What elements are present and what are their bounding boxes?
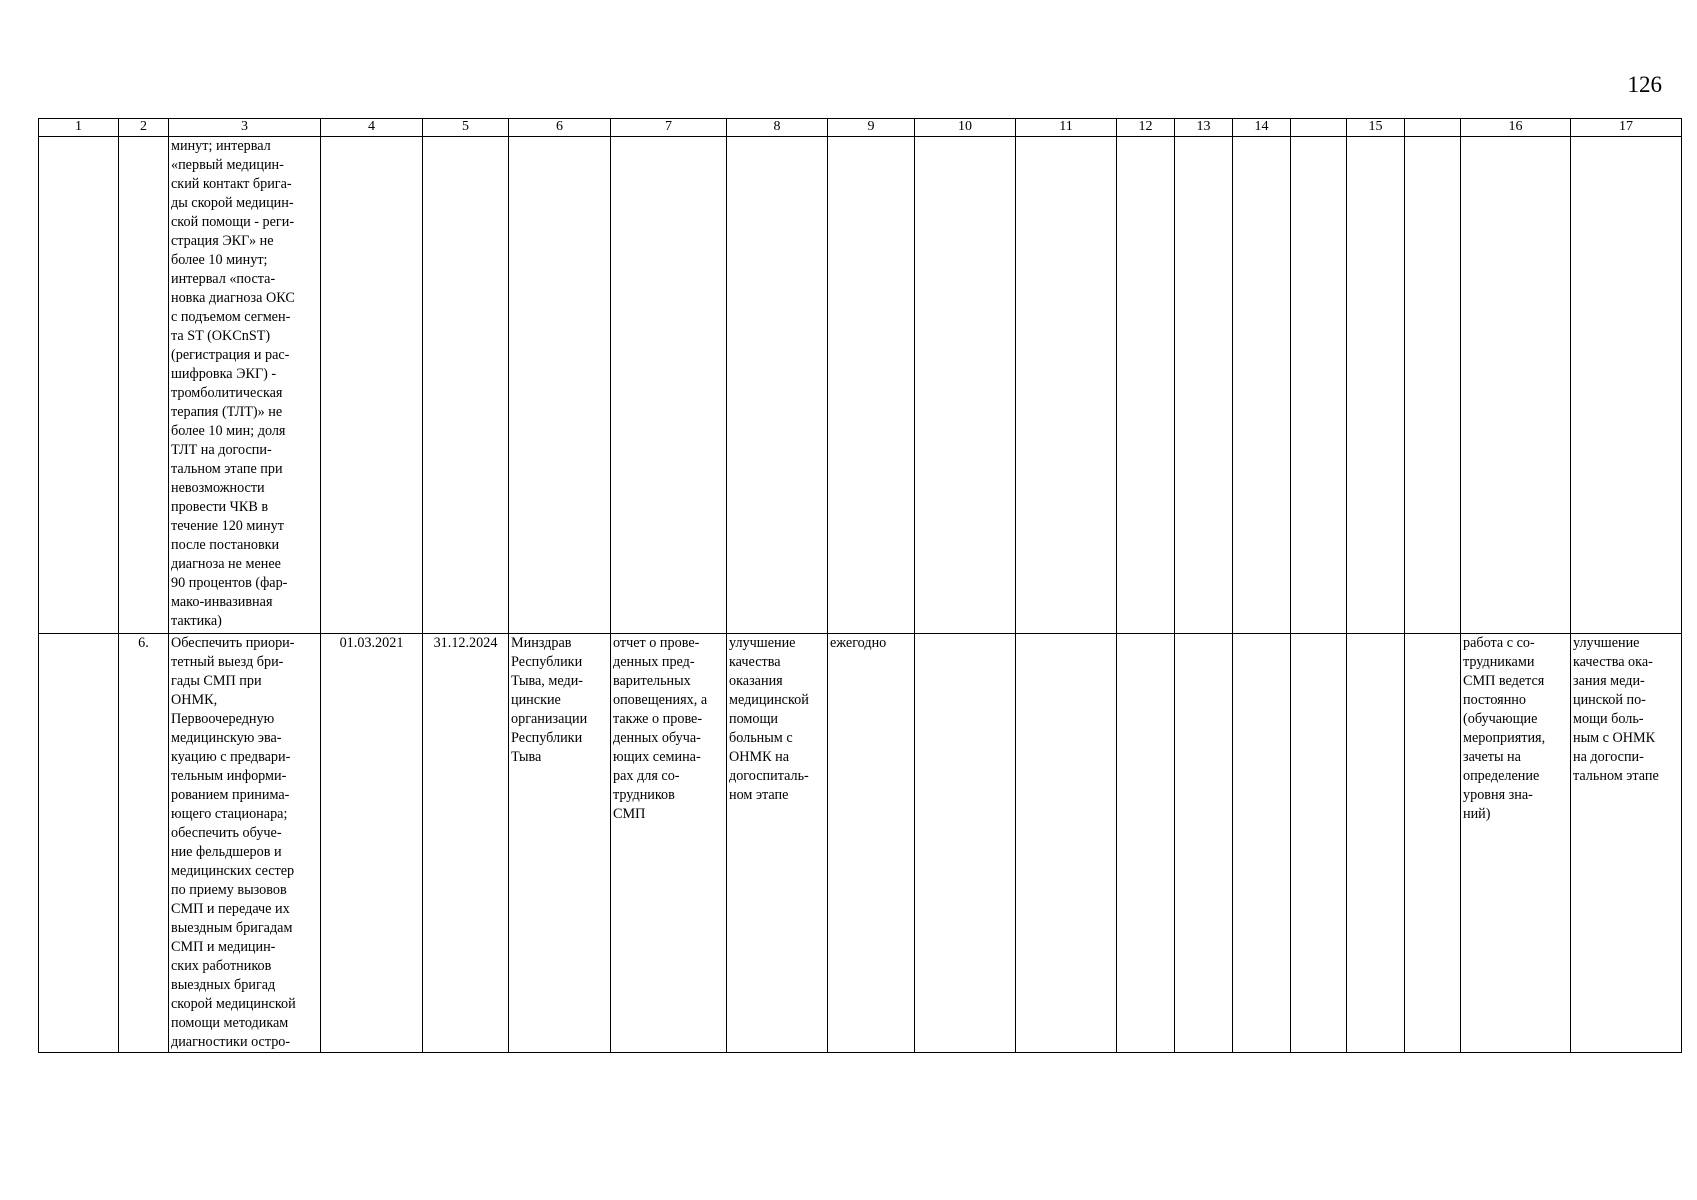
table-row: [39, 137, 1682, 634]
result-cell: улучшение качества ока- зания меди- цинской по- мощи боль- ным с ОНМК на догоспи- тальном этапе: [1571, 634, 1682, 1053]
table-cell: [1117, 634, 1175, 1053]
row-number-cell: 6.: [119, 634, 169, 1053]
table-cell: [1016, 137, 1117, 634]
table-cell: [1291, 137, 1347, 634]
table-cell: [1016, 634, 1117, 1053]
table-cell: [1233, 634, 1291, 1053]
header-cell: 3: [169, 119, 321, 137]
responsible-cell: Минздрав Республики Тыва, меди- цинские организации Республики Тыва: [509, 634, 611, 1053]
table-cell: [1405, 634, 1461, 1053]
column-number-row: [39, 119, 1682, 137]
header-cell: 5: [423, 119, 509, 137]
header-cell: 15: [1347, 119, 1405, 137]
measure-description-cell: минут; интервал «первый медицин- ский контакт брига- ды скорой медицин- ской помощи - реги- страция ЭКГ» не более 10 минут; интервал «поста- новка диагноза ОКС с подъемом сегмен- та ST (OKCnST) (регистрация и рас- шифровка ЭКГ) - тромболитическая терапия (ТЛТ)» не более 10 мин; доля ТЛТ на догоспи- тальном этапе при невозможности провести ЧКВ в течение 120 минут после постановки диагноза не менее 90 процентов (фар- мако-инвазивная тактика): [169, 137, 321, 634]
table-cell: [915, 634, 1016, 1053]
header-cell: [1405, 119, 1461, 137]
table-cell: [1175, 634, 1233, 1053]
start-date-cell: 01.03.2021: [321, 634, 423, 1053]
table-row: [39, 634, 1682, 1053]
table-cell: [1233, 137, 1291, 634]
header-cell: 1: [39, 119, 119, 137]
table-cell: [39, 137, 119, 634]
header-cell: 16: [1461, 119, 1571, 137]
expected-result-cell: улучшение качества оказания медицинской помощи больным с ОНМК на догоспиталь- ном этапе: [727, 634, 828, 1053]
header-cell: 10: [915, 119, 1016, 137]
table-cell: [39, 634, 119, 1053]
table-cell: [915, 137, 1016, 634]
header-cell: 6: [509, 119, 611, 137]
row-number-cell: [119, 137, 169, 634]
table-cell: [1347, 634, 1405, 1053]
frequency-cell: ежегодно: [828, 634, 915, 1053]
table-cell: [509, 137, 611, 634]
table-cell: [1461, 137, 1571, 634]
header-cell: 11: [1016, 119, 1117, 137]
table-cell: [611, 137, 727, 634]
header-cell: 7: [611, 119, 727, 137]
table-cell: [1571, 137, 1682, 634]
header-cell: 4: [321, 119, 423, 137]
table-cell: [321, 137, 423, 634]
header-cell: 12: [1117, 119, 1175, 137]
header-cell: [1291, 119, 1347, 137]
header-cell: 2: [119, 119, 169, 137]
table-cell: [1175, 137, 1233, 634]
header-cell: 8: [727, 119, 828, 137]
table-cell: [828, 137, 915, 634]
measure-description-cell: Обеспечить приори- тетный выезд бри- гады СМП при ОНМК, Первоочередную медицинскую эва- куацию с предвари- тельным информи- рованием принима- ющего стационара; обеспечить обуче- ние фельдшеров и медицинских сестер по приему вызовов СМП и передаче их выездным бригадам СМП и медицин- ских работников выездных бригад скорой медицинской помощи методикам диагностики остро-: [169, 634, 321, 1053]
table-cell: [1405, 137, 1461, 634]
table-cell: [1117, 137, 1175, 634]
end-date-cell: 31.12.2024: [423, 634, 509, 1053]
table-cell: [1291, 634, 1347, 1053]
header-cell: 9: [828, 119, 915, 137]
table-cell: [423, 137, 509, 634]
table-cell: [1347, 137, 1405, 634]
table-cell: [727, 137, 828, 634]
report-cell: отчет о прове- денных пред- варительных оповещениях, а также о прове- денных обуча- ющих семина- рах для со- трудников СМП: [611, 634, 727, 1053]
header-cell: 17: [1571, 119, 1682, 137]
measures-table: [38, 118, 1682, 1053]
status-cell: работа с со- трудниками СМП ведется постоянно (обучающие мероприятия, зачеты на определение уровня зна- ний): [1461, 634, 1571, 1053]
header-cell: 13: [1175, 119, 1233, 137]
header-cell: 14: [1233, 119, 1291, 137]
page-number: 126: [1627, 72, 1662, 97]
